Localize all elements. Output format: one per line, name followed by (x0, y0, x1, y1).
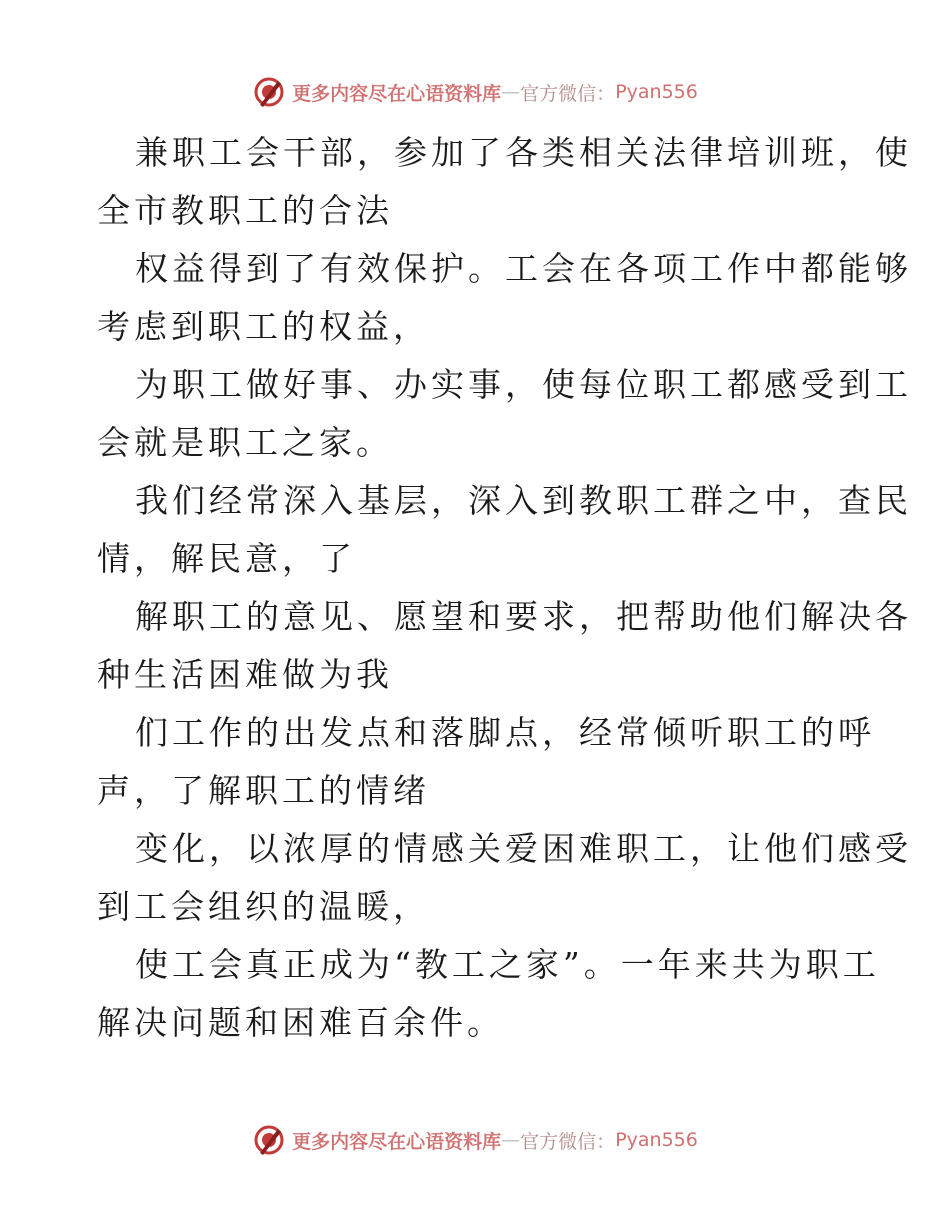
paragraph (97, 240, 912, 356)
paragraph-line: 考虑到职工的权益， (97, 307, 430, 346)
paragraph-line: 到工会组织的温暖， (97, 887, 430, 926)
banner-separator: — (501, 81, 521, 103)
pen-logo-icon (252, 75, 286, 109)
document-body (97, 124, 912, 1052)
paragraph-line: 们工作的出发点和落脚点，经常倾听职工的呼 (135, 713, 875, 752)
paragraph-line: 情，解民意，了 (97, 539, 356, 578)
paragraph-line: 兼职工会干部，参加了各类相关法律培训班，使 (135, 133, 912, 172)
footer-banner (0, 1120, 950, 1160)
banner-brand-text: 更多内容尽在心语资料库 (292, 82, 502, 105)
header-banner (0, 72, 950, 112)
paragraph (97, 588, 912, 704)
paragraph (97, 124, 912, 240)
paragraph-line: 权益得到了有效保护。工会在各项工作中都能够 (135, 249, 912, 288)
paragraph (97, 356, 912, 472)
paragraph-line: 全市教职工的合法 (97, 191, 393, 230)
paragraph (97, 704, 875, 820)
banner-brand-text: 更多内容尽在心语资料库 (292, 1130, 502, 1153)
paragraph (97, 936, 880, 1052)
paragraph-line: 为职工做好事、办实事，使每位职工都感受到工 (135, 365, 912, 404)
paragraph-line: 解决问题和困难百余件。 (97, 1003, 504, 1042)
paragraph (97, 820, 912, 936)
banner-wechat-label: 官方微信： (520, 1130, 616, 1153)
pen-logo-icon (252, 1123, 286, 1157)
paragraph-line: 种生活困难做为我 (97, 655, 393, 694)
paragraph-line: 变化，以浓厚的情感关爱困难职工，让他们感受 (135, 829, 912, 868)
paragraph-line: 使工会真正成为“教工之家”。一年来共为职工 (135, 945, 880, 984)
paragraph-line: 声，了解职工的情绪 (97, 771, 430, 810)
banner-wechat-label: 官方微信： (520, 82, 616, 105)
paragraph-line: 我们经常深入基层，深入到教职工群之中，查民 (135, 481, 912, 520)
paragraph (97, 472, 912, 588)
paragraph-line: 解职工的意见、愿望和要求，把帮助他们解决各 (135, 597, 912, 636)
banner-wechat-id: Pyan556 (615, 81, 698, 103)
paragraph-line: 会就是职工之家。 (97, 423, 393, 462)
banner-wechat-id: Pyan556 (615, 1129, 698, 1151)
banner-separator: — (501, 1129, 521, 1151)
